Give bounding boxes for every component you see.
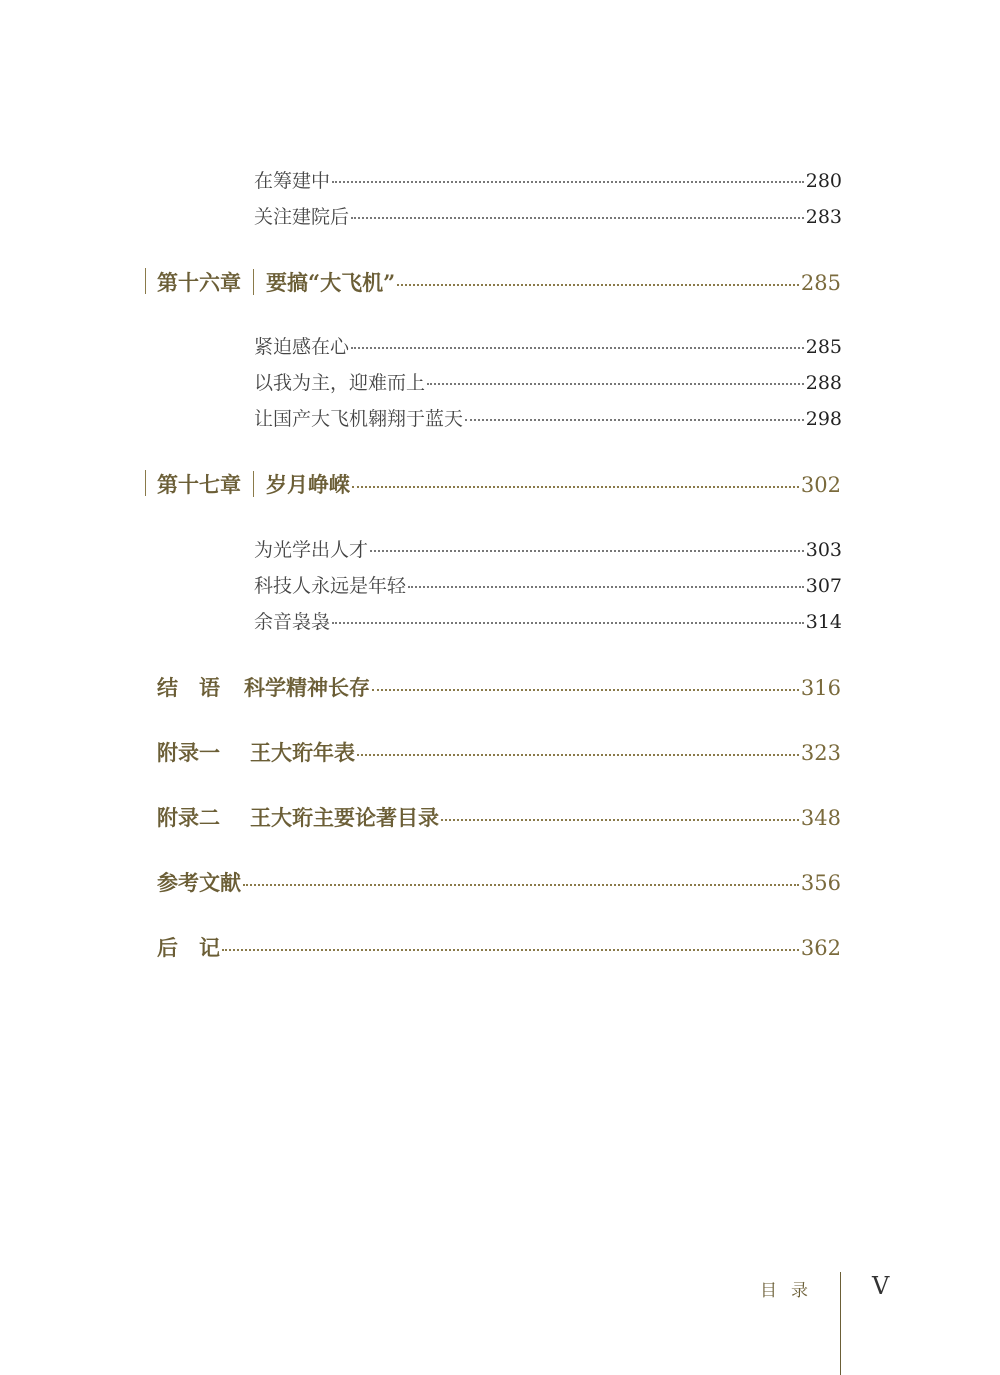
- entry-title: 紧迫感在心: [254, 336, 350, 358]
- toc-entry[interactable]: [254, 535, 842, 562]
- entry-page: 303: [805, 539, 842, 561]
- entry-page: 283: [805, 206, 842, 228]
- toc-entry[interactable]: [254, 166, 842, 193]
- entry-page: 307: [805, 575, 842, 597]
- toc-entry[interactable]: [254, 404, 842, 431]
- chapter-title: 岁月峥嵘: [266, 472, 350, 497]
- chapter-page: 285: [800, 271, 841, 295]
- entry-page: 285: [805, 336, 842, 358]
- chapter-bar: [145, 470, 146, 496]
- leader-dots: [397, 284, 799, 286]
- leader-dots: [465, 419, 804, 421]
- entry-title: 科技人永远是年轻: [254, 575, 407, 597]
- section-title: 科学精神长存: [244, 675, 370, 700]
- section-title: 王大珩年表: [250, 740, 355, 765]
- leader-dots: [357, 754, 799, 756]
- toc-chapter-16[interactable]: [157, 267, 841, 297]
- toc-entry[interactable]: [254, 202, 842, 229]
- entry-page: 314: [805, 611, 842, 633]
- leader-dots: [372, 689, 799, 691]
- entry-title: 以我为主，迎难而上: [254, 372, 426, 394]
- toc-afterword[interactable]: [157, 932, 841, 962]
- leader-dots: [427, 383, 804, 385]
- section-page: 323: [800, 741, 841, 765]
- toc-entry[interactable]: [254, 571, 842, 598]
- entry-title: 让国产大飞机翱翔于蓝天: [254, 408, 464, 430]
- chapter-bar: [145, 268, 146, 294]
- leader-dots: [352, 486, 799, 488]
- chapter-separator: [253, 269, 254, 295]
- leader-dots: [332, 181, 804, 183]
- page-number: V: [872, 1272, 890, 1300]
- chapter-label: 第十六章: [157, 270, 241, 295]
- entry-page: 280: [805, 170, 842, 192]
- toc-entry[interactable]: [254, 368, 842, 395]
- leader-dots: [243, 884, 799, 886]
- leader-dots: [441, 819, 799, 821]
- section-page: 348: [800, 806, 841, 830]
- chapter-label: 第十七章: [157, 472, 241, 497]
- section-title: 后 记: [157, 935, 220, 960]
- entry-title: 在筹建中: [254, 170, 331, 192]
- chapter-title: 要搞“大飞机”: [266, 270, 396, 295]
- leader-dots: [351, 217, 804, 219]
- toc-entry[interactable]: [254, 607, 842, 634]
- section-label: 附录一: [157, 740, 220, 765]
- footer-divider: [840, 1272, 841, 1375]
- running-footer-section: 目录: [760, 1281, 822, 1301]
- section-label: 结 语: [157, 675, 220, 700]
- section-page: 316: [800, 676, 841, 700]
- section-label: 附录二: [157, 805, 220, 830]
- leader-dots: [370, 550, 804, 552]
- leader-dots: [408, 586, 804, 588]
- toc-conclusion[interactable]: [157, 672, 841, 702]
- entry-title: 余音袅袅: [254, 611, 331, 633]
- section-title: 王大珩主要论著目录: [250, 805, 439, 830]
- entry-title: 为光学出人才: [254, 539, 369, 561]
- section-title: 参考文献: [157, 870, 241, 895]
- toc-appendix-2[interactable]: [157, 802, 841, 832]
- toc-entry[interactable]: [254, 332, 842, 359]
- chapter-page: 302: [800, 473, 841, 497]
- leader-dots: [222, 949, 799, 951]
- section-page: 356: [800, 871, 841, 895]
- leader-dots: [332, 622, 804, 624]
- leader-dots: [351, 347, 804, 349]
- toc-chapter-17[interactable]: [157, 469, 841, 499]
- entry-title: 关注建院后: [254, 206, 350, 228]
- toc-references[interactable]: [157, 867, 841, 897]
- chapter-separator: [253, 471, 254, 497]
- entry-page: 298: [805, 408, 842, 430]
- section-page: 362: [800, 936, 841, 960]
- entry-page: 288: [805, 372, 842, 394]
- toc-appendix-1[interactable]: [157, 737, 841, 767]
